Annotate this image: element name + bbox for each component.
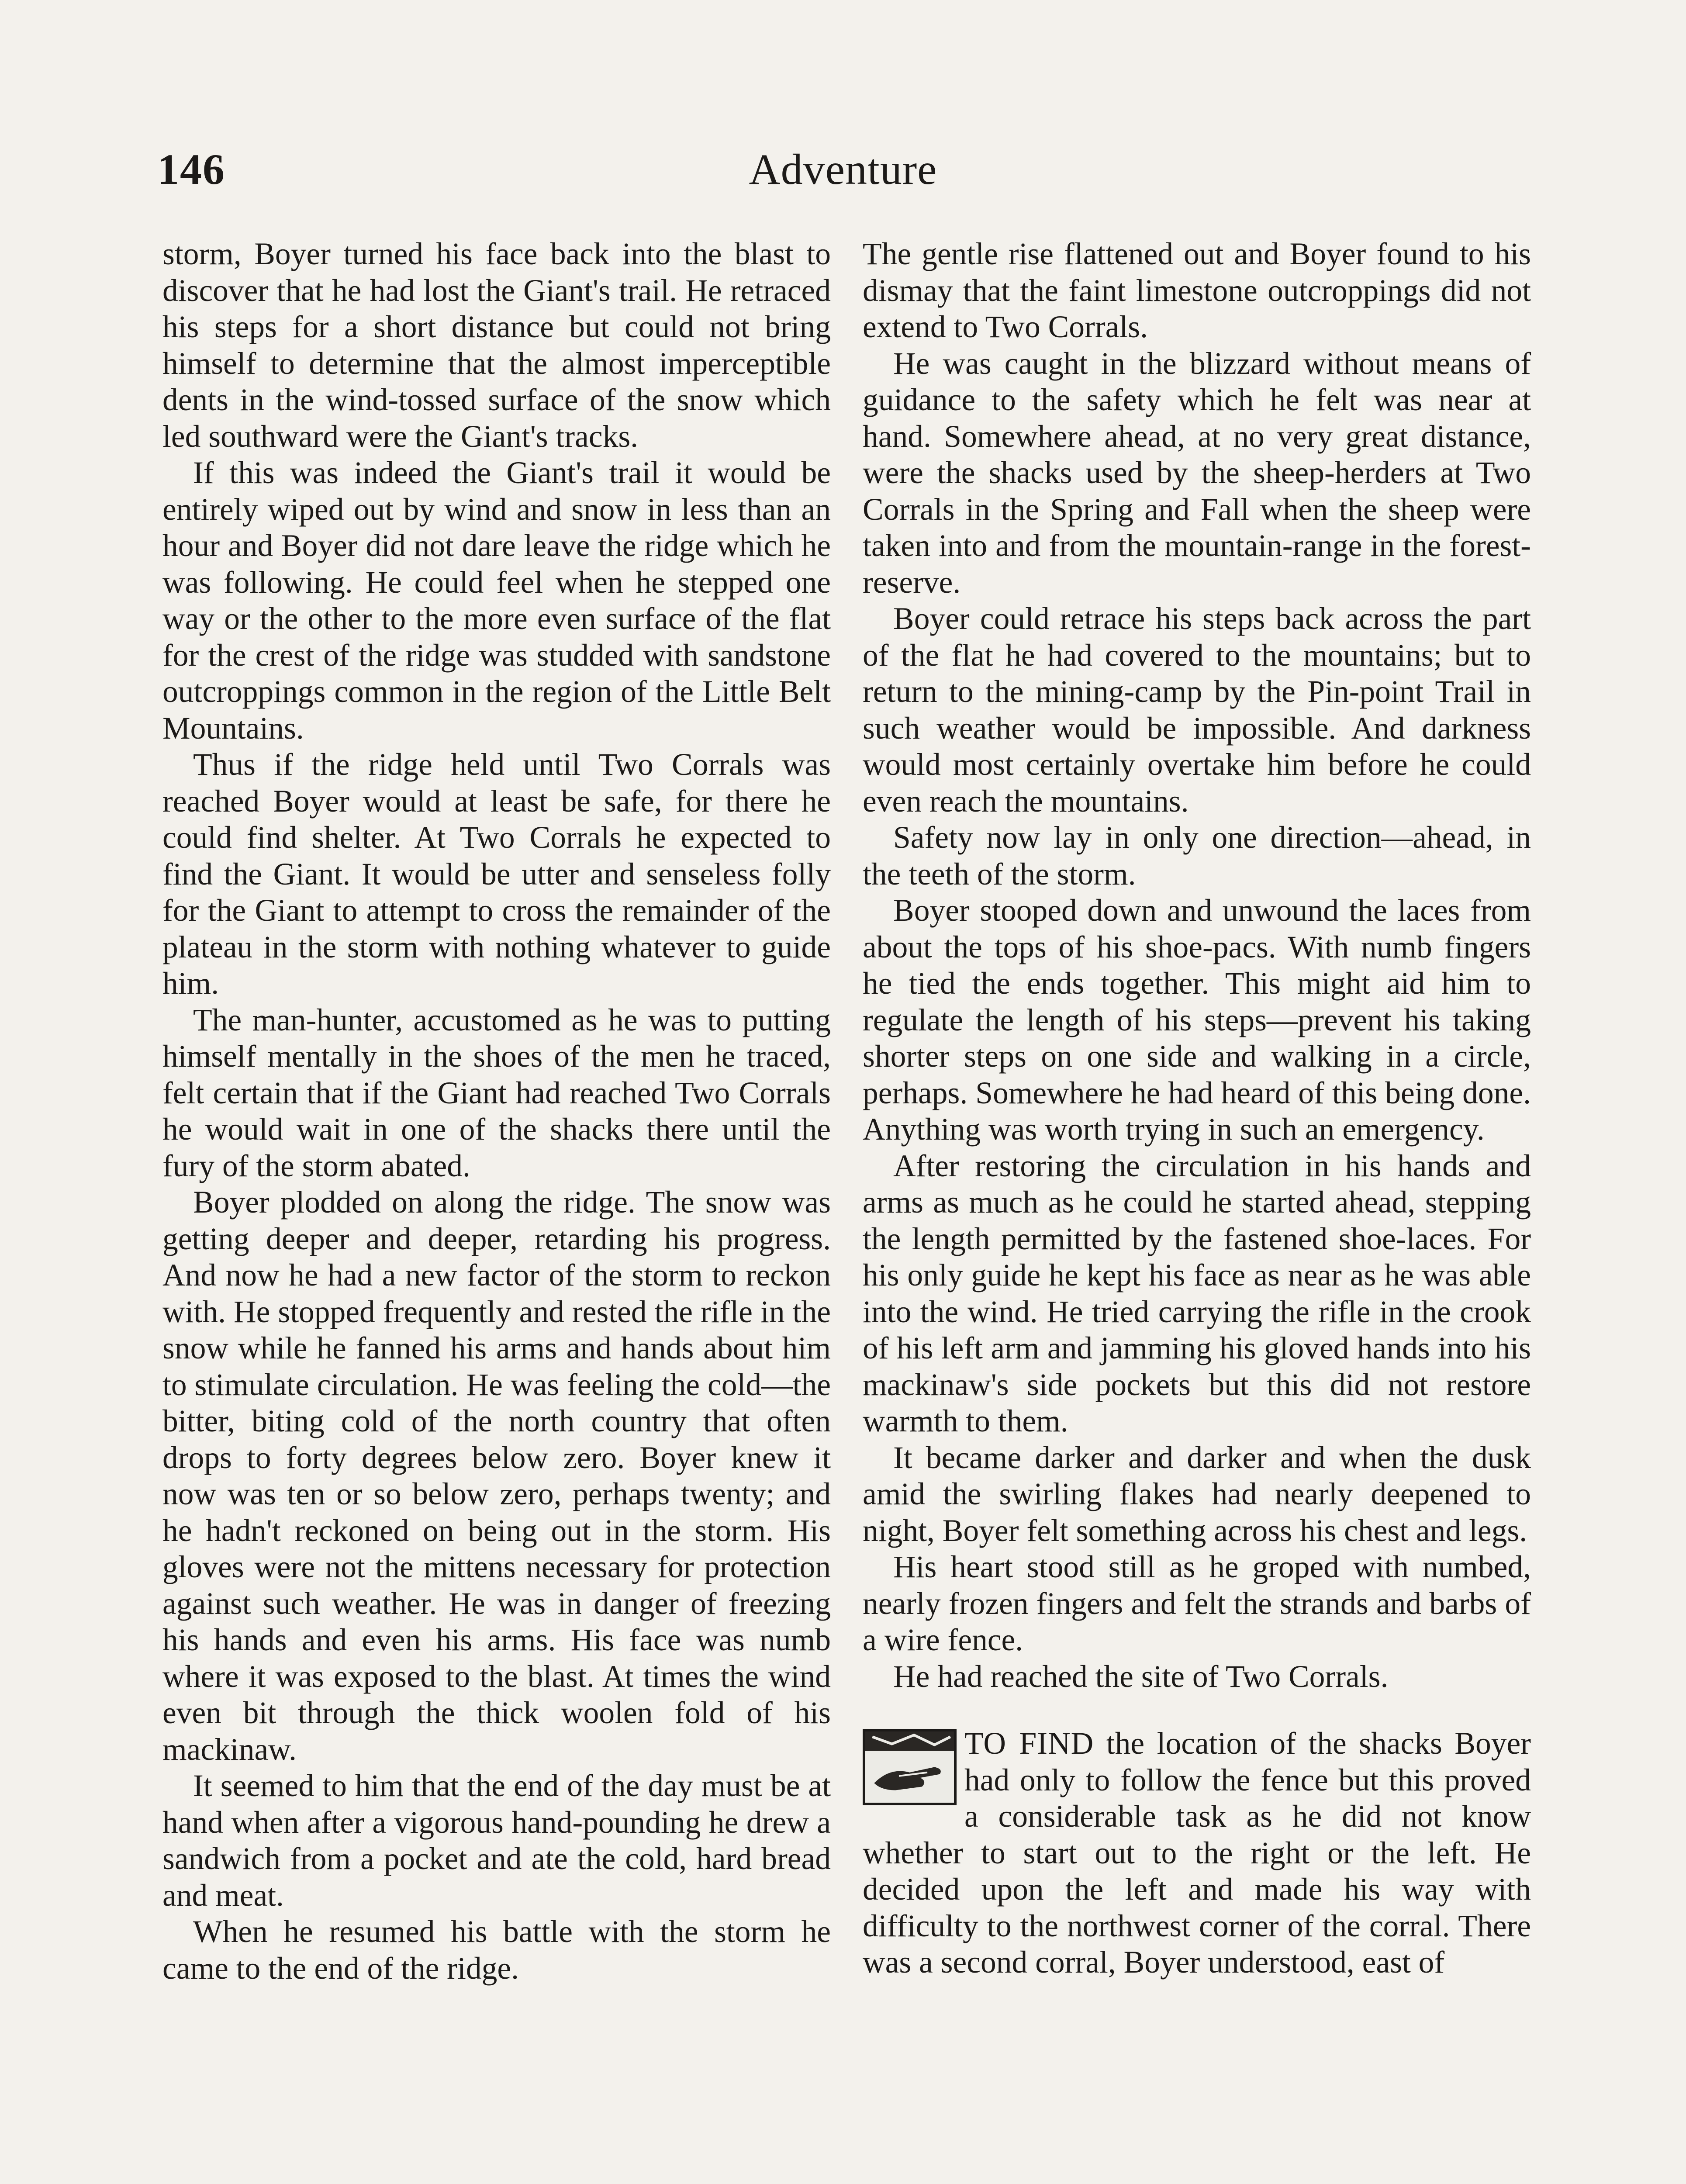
right-column xyxy=(863,236,1531,1981)
paragraph: If this was indeed the Giant's trail it would be entirely wiped out by wind and snow in less than an hour and Boyer did not dare leave the ridge which he was following. He could feel when he stepped one way or the other to the more even surface of the flat for the crest of the ridge was studded with sandstone outcroppings common in the region of the Little Belt Mountains. xyxy=(162,456,831,746)
paragraph: It seemed to him that the end of the day must be at hand when after a vigorous hand-pounding he drew a sandwich from a pocket and ate the cold, hard bread and meat. xyxy=(162,1769,831,1913)
running-head: Adventure xyxy=(749,145,937,194)
section-lead-caps: TO FIND xyxy=(964,1726,1094,1761)
paragraph: After restoring the circulation in his hands and arms as much as he could he started ahead, stepping the length permitted by the fastened shoe-laces. For his only guide he kept his face as near as he was able into the wind. He tried carrying the rifle in the crook of his left arm and jamming his gloved hands into his mackinaw's side pockets but this did not restore warmth to them. xyxy=(863,1148,1531,1438)
paragraph: The man-hunter, accustomed as he was to putting himself mentally in the shoes of the men he traced, felt certain that if the Giant had reached Two Corrals he would wait in one of the shacks there until the fury of the storm abated. xyxy=(162,1002,831,1183)
left-column xyxy=(162,236,831,1987)
paragraph: He was caught in the blizzard without means of guidance to the safety which he felt was near at hand. Somewhere ahead, at no very great distance, were the shacks used by the sheep-herders at Two Corrals in the Spring and Fall when the sheep were taken into and from the mountain-range in the forest-reserve. xyxy=(863,346,1531,600)
paragraph: When he resumed his battle with the storm he came to the end of the ridge. xyxy=(162,1914,831,1986)
paragraph: The gentle rise flattened out and Boyer found to his dismay that the faint limestone outcroppings did not extend to Two Corrals. xyxy=(863,237,1531,344)
paragraph: His heart stood still as he groped with numbed, nearly frozen fingers and felt the strands and barbs of a wire fence. xyxy=(863,1550,1531,1657)
paragraph: Boyer could retrace his steps back across the part of the flat he had covered to the mountains; but to return to the mining-camp by the Pin-point Trail in such weather would be impossible. And darkness would most certainly overtake him before he could even reach the mountains. xyxy=(863,601,1531,819)
paragraph: storm, Boyer turned his face back into the blast to discover that he had lost the Giant's trail. He retraced his steps for a short distance but could not bring himself to determine that the almost imperceptible dents in the wind-tossed surface of the snow which led southward were the Giant's tracks. xyxy=(162,237,831,454)
paragraph: Boyer plodded on along the ridge. The snow was getting deeper and deeper, retarding his progress. And now he had a new factor of the storm to reckon with. He stopped frequently and rested the rifle in the snow while he fanned his arms and hands about him to stimulate circulation. He was feeling the cold—the bitter, biting cold of the north country that often drops to forty degrees below zero. Boyer knew it now was ten or so below zero, perhaps twenty; and he hadn't reckoned on being out in the storm. His gloves were not the mittens necessary for protection against such weather. He was in danger of freezing his hands and even his arms. His face was numb where it was exposed to the blast. At times the wind even bit through the thick woolen fold of his mackinaw. xyxy=(162,1185,831,1767)
section-break-paragraph xyxy=(863,1725,1531,1981)
paragraph: He had reached the site of Two Corrals. xyxy=(893,1659,1389,1694)
hand-pointing-ornament-icon xyxy=(863,1729,957,1805)
section-text: the location of the shacks Boyer had only to follow the fence but this proved a considerable task as he did not know whether to start out to the right or the left. He decided upon the left and made his way with difficulty to the northwest corner of the corral. There was a second corral, Boyer understood, east of xyxy=(863,1726,1531,1980)
paragraph: Thus if the ridge held until Two Corrals was reached Boyer would at least be safe, for there he could find shelter. At Two Corrals he expected to find the Giant. It would be utter and senseless folly for the Giant to attempt to cross the remainder of the plateau in the storm with nothing whatever to guide him. xyxy=(162,747,831,1001)
paragraph: Boyer stooped down and unwound the laces from about the tops of his shoe-pacs. With numb fingers he tied the ends together. This might aid him to regulate the length of his steps—prevent his taking shorter steps on one side and walking in a circle, perhaps. Somewhere he had heard of this being done. Anything was worth trying in such an emergency. xyxy=(863,893,1531,1147)
paragraph: It became darker and darker and when the dusk amid the swirling flakes had nearly deepened to night, Boyer felt something across his chest and legs. xyxy=(863,1440,1531,1548)
paragraph: Safety now lay in only one direction—ahead, in the teeth of the storm. xyxy=(863,820,1531,892)
page-number: 146 xyxy=(157,145,225,194)
